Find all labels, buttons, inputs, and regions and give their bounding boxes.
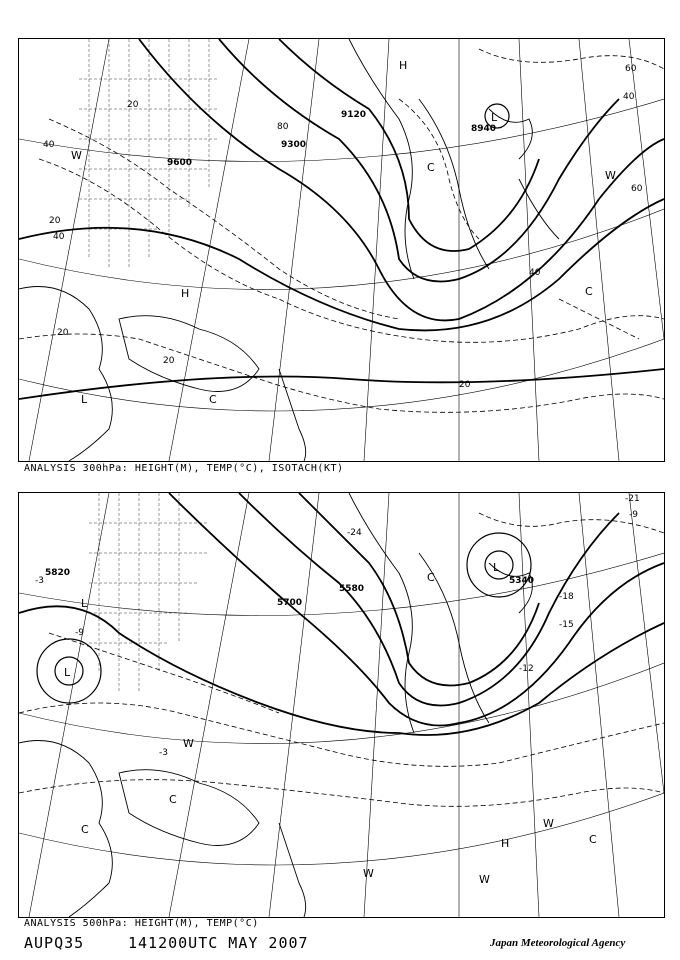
pressure-center-label: H <box>181 287 190 300</box>
pressure-center-label: W <box>183 737 194 750</box>
pressure-center-label: L <box>81 597 88 610</box>
pressure-center-label: C <box>585 285 593 298</box>
temp-label: -18 <box>559 592 574 602</box>
isotach-label: 40 <box>53 232 65 242</box>
isotach-label: 20 <box>163 356 175 366</box>
pressure-center-label: C <box>589 833 597 846</box>
isotachs <box>19 49 664 412</box>
isotach-label: 60 <box>631 184 643 194</box>
isotach-label: 40 <box>529 268 541 278</box>
map-300hpa-panel <box>18 38 665 462</box>
pressure-center-label: W <box>543 817 554 830</box>
height-contours <box>19 39 664 399</box>
map-300hpa-caption: ANALYSIS 300hPa: HEIGHT(M), TEMP(°C), ISOTACH(KT) <box>24 463 344 474</box>
temp-label: -3 <box>35 576 44 586</box>
pressure-center-label: C <box>427 571 435 584</box>
map-500hpa-panel <box>18 492 665 918</box>
pressure-center-label: L <box>493 561 500 574</box>
isotach-label: 40 <box>43 140 55 150</box>
height-label: 9300 <box>281 140 307 150</box>
pressure-center-label: L <box>64 666 71 679</box>
pressure-center-label: C <box>169 793 177 806</box>
height-label: 8940 <box>471 124 497 134</box>
coastlines <box>19 39 559 461</box>
pressure-center-label: W <box>479 873 490 886</box>
temp-label: -9 <box>75 628 84 638</box>
isotach-label: 60 <box>625 64 637 74</box>
map-300hpa-canvas <box>19 39 664 461</box>
height-contours <box>19 493 664 735</box>
isotach-label: 20 <box>49 216 61 226</box>
isotach-label: 20 <box>127 100 139 110</box>
coastlines <box>19 493 535 917</box>
pressure-center-label: L <box>81 393 88 406</box>
jet-hatching <box>79 39 219 269</box>
pressure-center-label: C <box>81 823 89 836</box>
map-500hpa-canvas <box>19 493 664 917</box>
isotach-label: 40 <box>623 92 635 102</box>
height-label: 5580 <box>339 584 365 594</box>
temp-label: -24 <box>347 528 362 538</box>
pressure-center-label: L <box>491 111 498 124</box>
pressure-center-label: W <box>363 867 374 880</box>
temp-label: -15 <box>559 620 574 630</box>
height-label: 9600 <box>167 158 193 168</box>
agency-credit: Japan Meteorological Agency <box>490 937 626 949</box>
pressure-center-label: H <box>399 59 408 72</box>
temp-label: -9 <box>629 510 638 520</box>
temp-label: -3 <box>159 748 168 758</box>
valid-time: 141200UTC MAY 2007 <box>128 934 309 952</box>
height-label: 5700 <box>277 598 303 608</box>
isotach-label: 20 <box>57 328 69 338</box>
isotherms <box>19 513 664 806</box>
graticule <box>19 493 664 917</box>
pressure-center-label: W <box>605 169 616 182</box>
height-label: 5820 <box>45 568 71 578</box>
graticule <box>19 39 664 461</box>
map-500hpa-caption: ANALYSIS 500hPa: HEIGHT(M), TEMP(°C) <box>24 918 259 929</box>
pressure-center-label: W <box>71 149 82 162</box>
isotach-label: 20 <box>459 380 471 390</box>
height-label: 5340 <box>509 576 535 586</box>
temp-label: -21 <box>625 494 640 504</box>
hatching <box>89 493 209 693</box>
pressure-center-label: H <box>501 837 510 850</box>
height-label: 9120 <box>341 110 367 120</box>
pressure-center-label: C <box>427 161 435 174</box>
temp-label: -12 <box>519 664 534 674</box>
chart-id: AUPQ35 <box>24 934 85 952</box>
pressure-center-label: C <box>209 393 217 406</box>
isotach-label: 80 <box>277 122 289 132</box>
